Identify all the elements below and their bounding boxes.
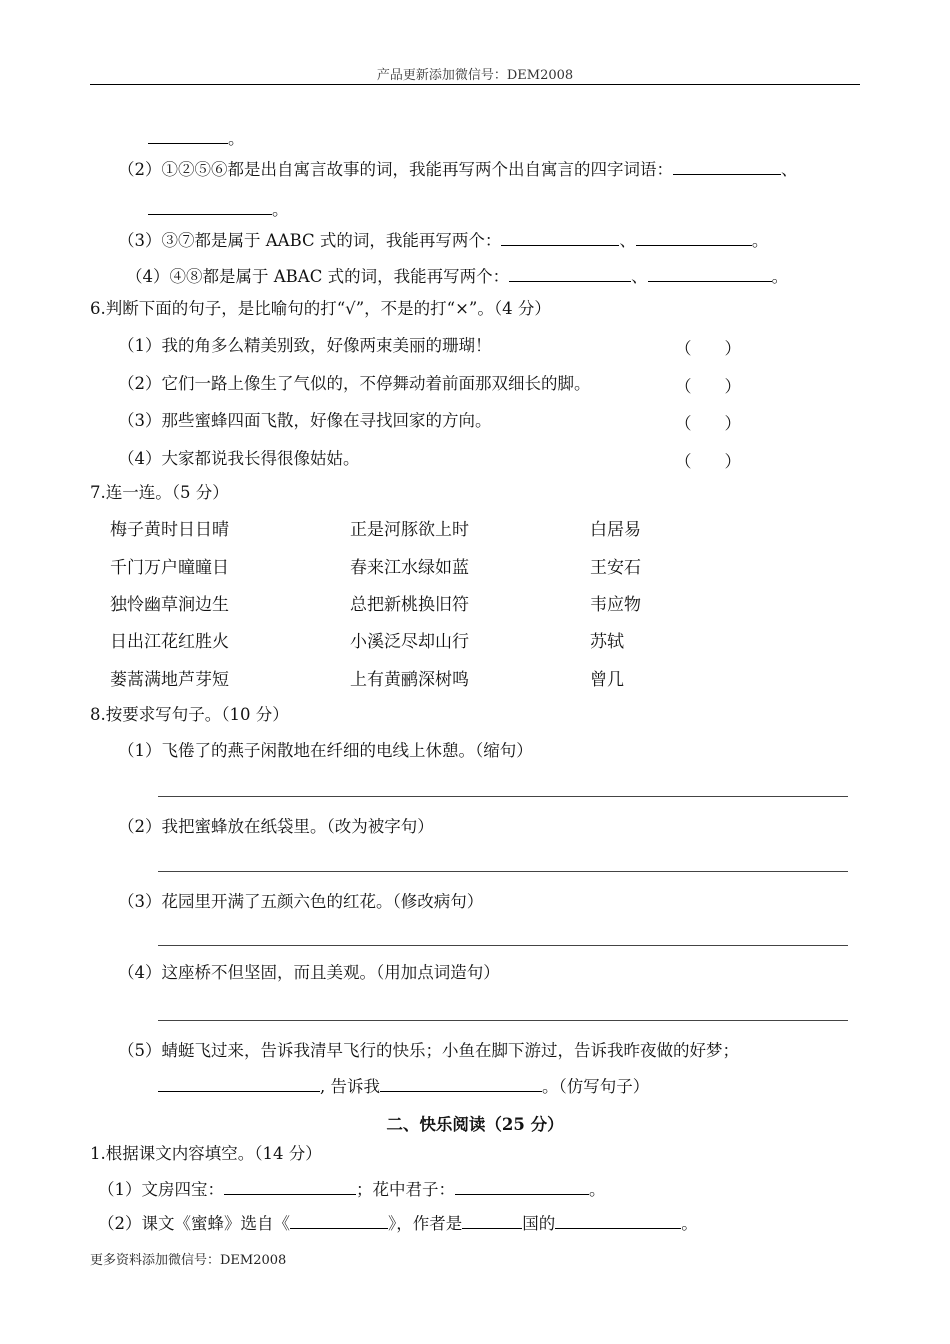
- poet-name[interactable]: 苏轼: [590, 632, 624, 652]
- answer-blank[interactable]: [158, 1077, 320, 1092]
- poem-line-right[interactable]: 总把新桃换旧符: [350, 595, 469, 615]
- q6-answer-2[interactable]: （ ）: [675, 377, 741, 396]
- s2-q1-item-2: （2）课文《蜜蜂》选自《 》，作者是 国的 。: [98, 1214, 698, 1233]
- q5-item-2-cont: 。: [148, 199, 289, 221]
- answer-blank[interactable]: [224, 1180, 356, 1195]
- q6-item-3: （3）那些蜜蜂四面飞散，好像在寻找回家的方向。: [118, 411, 492, 430]
- answer-blank[interactable]: [148, 200, 272, 215]
- poem-line-left[interactable]: 蒌蒿满地芦芽短: [110, 670, 229, 690]
- q8-item-4: （4）这座桥不但坚固，而且美观。（用加点词造句）: [118, 963, 500, 982]
- poet-name[interactable]: 白居易: [590, 520, 641, 540]
- poem-line-left[interactable]: 梅子黄时日日晴: [110, 520, 229, 540]
- answer-blank[interactable]: [380, 1077, 542, 1092]
- q8-title: 8.按要求写句子。（10 分）: [90, 705, 289, 724]
- section-title: 二、快乐阅读（25 分）: [386, 1115, 564, 1134]
- answer-line[interactable]: [158, 796, 848, 797]
- answer-blank[interactable]: [648, 267, 772, 282]
- q6-item-4: （4）大家都说我长得很像姑姑。: [118, 449, 360, 468]
- poem-line-left[interactable]: 千门万户曈曈日: [110, 558, 229, 578]
- continuation-line: 。: [148, 128, 245, 150]
- q6-title: 6.判断下面的句子，是比喻句的打“√”，不是的打“×”。（4 分）: [90, 299, 551, 318]
- q5-item-4: （4）④⑧都是属于 ABAC 式的词，我能再写两个： 、 。: [126, 267, 789, 286]
- answer-blank[interactable]: [455, 1180, 589, 1195]
- q8-item-3: （3）花园里开满了五颜六色的红花。（修改病句）: [118, 892, 484, 911]
- answer-line[interactable]: [158, 945, 848, 946]
- answer-blank[interactable]: [501, 231, 619, 246]
- q6-answer-1[interactable]: （ ）: [675, 339, 741, 358]
- q6-answer-4[interactable]: （ ）: [675, 452, 741, 471]
- answer-line[interactable]: [158, 1020, 848, 1021]
- page-footer: 更多资料添加微信号：DEM2008: [90, 1253, 287, 1268]
- s2-q1-title: 1.根据课文内容填空。（14 分）: [90, 1144, 322, 1163]
- q6-answer-3[interactable]: （ ）: [675, 414, 741, 433]
- poet-name[interactable]: 王安石: [590, 558, 641, 578]
- poem-line-left[interactable]: 独怜幽草涧边生: [110, 595, 229, 615]
- q5-item-2: （2）①②⑤⑥都是出自寓言故事的词，我能再写两个出自寓言的四字词语： 、: [118, 160, 798, 179]
- answer-blank[interactable]: [673, 160, 781, 175]
- answer-blank[interactable]: [636, 231, 752, 246]
- poem-line-right[interactable]: 正是河豚欲上时: [350, 520, 469, 540]
- answer-line[interactable]: [158, 871, 848, 872]
- q8-item-5-imitation: , 告诉我 。（仿写句子）: [158, 1076, 649, 1098]
- s2-q1-item-1: （1）文房四宝： ；花中君子： 。: [98, 1180, 606, 1199]
- poem-line-left[interactable]: 日出江花红胜火: [110, 632, 229, 652]
- answer-blank[interactable]: [462, 1214, 522, 1229]
- page-header: 产品更新添加微信号：DEM2008: [376, 68, 574, 83]
- answer-blank[interactable]: [509, 267, 631, 282]
- answer-blank[interactable]: [290, 1214, 388, 1229]
- q8-item-2: （2）我把蜜蜂放在纸袋里。（改为被字句）: [118, 817, 434, 836]
- q8-item-1: （1）飞倦了的燕子闲散地在纤细的电线上休憩。（缩句）: [118, 741, 533, 760]
- poet-name[interactable]: 韦应物: [590, 595, 641, 615]
- header-divider: [90, 84, 860, 85]
- poem-line-right[interactable]: 小溪泛尽却山行: [350, 632, 469, 652]
- q7-title: 7.连一连。（5 分）: [90, 483, 229, 502]
- answer-blank[interactable]: [555, 1214, 681, 1229]
- poet-name[interactable]: 曾几: [590, 670, 624, 690]
- q6-item-1: （1）我的角多么精美别致，好像两束美丽的珊瑚！: [118, 336, 492, 355]
- q6-item-2: （2）它们一路上像生了气似的，不停舞动着前面那双细长的脚。: [118, 374, 591, 393]
- q8-item-5: （5）蜻蜓飞过来，告诉我清早飞行的快乐；小鱼在脚下游过，告诉我昨夜做的好梦；: [118, 1041, 739, 1060]
- q5-item-3: （3）③⑦都是属于 AABC 式的词，我能再写两个： 、 。: [118, 231, 769, 250]
- poem-line-right[interactable]: 上有黄鹂深树鸣: [350, 670, 469, 690]
- answer-blank[interactable]: [148, 129, 228, 144]
- poem-line-right[interactable]: 春来江水绿如蓝: [350, 558, 469, 578]
